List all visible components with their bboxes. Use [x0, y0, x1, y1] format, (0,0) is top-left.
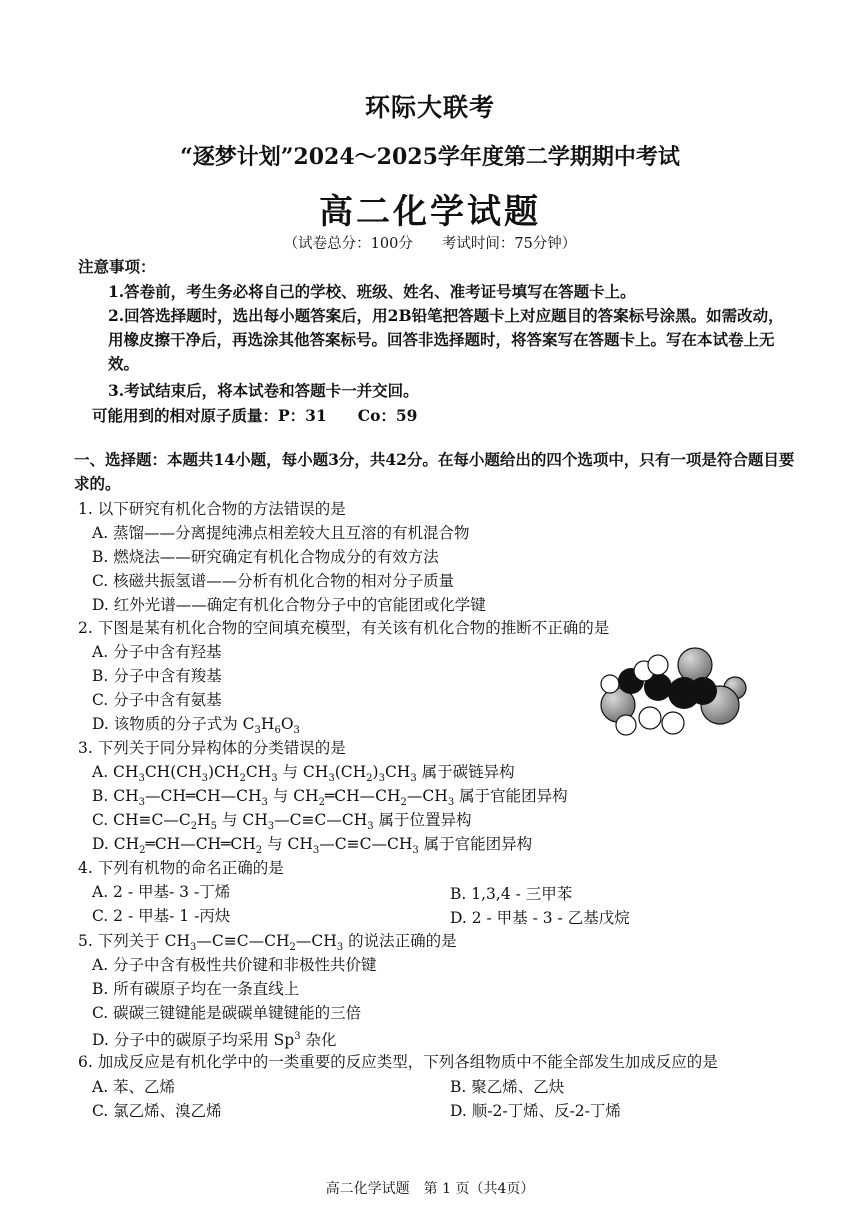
atomic-mass: 可能用到的相对原子质量：P：31 Co：59 [92, 406, 418, 425]
q4-option-c: C. 2 - 甲基- 1 -丙炔 [92, 907, 231, 925]
q5-stem: 5. 下列关于 $CH_3—C\equiv C—CH_2—CH_3$ 的说法正确的是 [78, 932, 457, 954]
q5-option-d: D. 分子中的碳原子均采用 Sp$^3$ 杂化 [92, 1031, 337, 1050]
section-heading: 一、选择题：本题共14小题，每小题3分，共42分。在每小题给出的四个选项中，只有一项是符合题目要求的。 [74, 450, 795, 493]
q6-option-d: D. 顺-2-丁烯、反-2-丁烯 [450, 1102, 621, 1120]
q5-option-c: C. 碳碳三键键能是碳碳单键键能的三倍 [92, 1004, 362, 1022]
q1-option-a: A. 蒸馏——分离提纯沸点相差较大且互溶的有机混合物 [92, 524, 470, 542]
q3-option-a: A. $CH_3CH(CH_3)CH_2CH_3$ 与 $CH_3(CH_2)_3CH_3$ 属于碳链异构 [92, 763, 515, 785]
q3-stem: 3. 下列关于同分异构体的分类错误的是 [78, 739, 346, 757]
note-item-1: 1.答卷前，考生务必将自己的学校、班级、姓名、准考证号填写在答题卡上。 [108, 282, 636, 301]
q2-stem: 2. 下图是某有机化合物的空间填充模型，有关该有机化合物的推断不正确的是 [78, 619, 610, 637]
note-item-2: 2.回答选择题时，选出每小题答案后，用2B铅笔把答题卡上对应题目的答案标号涂黑。如需改动，用橡皮擦干净后，再选涂其他答案标号。回答非选择题时，将答案写在答题卡上。写在本试卷上无效。 [108, 306, 784, 373]
q3-option-b: B. $CH_3—CH═CH—CH_3$ 与 $CH_2═CH—CH_2—CH_3$ 属于官能团异构 [92, 787, 568, 809]
q4-option-d: D. 2 - 甲基 - 3 - 乙基戊烷 [450, 909, 630, 927]
q2-option-d: D. 该物质的分子式为 $C_3H_6O_3$ [92, 715, 300, 737]
q5-option-a: A. 分子中含有极性共价键和非极性共价键 [92, 956, 377, 974]
q1-stem: 1. 以下研究有机化合物的方法错误的是 [78, 500, 346, 518]
q4-option-b: B. 1,3,4 - 三甲苯 [450, 885, 573, 903]
q2-option-b: B. 分子中含有羧基 [92, 667, 222, 685]
q5-option-b: B. 所有碳原子均在一条直线上 [92, 980, 300, 998]
q6-option-b: B. 聚乙烯、乙炔 [450, 1078, 565, 1096]
q1-option-d: D. 红外光谱——确定有机化合物分子中的官能团或化学键 [92, 596, 486, 614]
q3-option-d: D. $CH_2═CH—CH═CH_2$ 与 $CH_3—C\equiv C—CH_3$ 属于官能团异构 [92, 835, 533, 857]
exam-title: “逐梦计划”2024～2025学年度第二学期期中考试 [180, 144, 680, 170]
notes-title: 注意事项： [78, 257, 156, 276]
q2-option-a: A. 分子中含有羟基 [92, 643, 222, 661]
q4-option-a: A. 2 - 甲基- 3 -丁烯 [92, 883, 231, 901]
q1-option-c: C. 核磁共振氢谱——分析有机化合物的相对分子质量 [92, 572, 455, 590]
space-filling-model-image [598, 643, 758, 743]
q6-option-c: C. 氯乙烯、溴乙烯 [92, 1102, 222, 1120]
q3-option-c: C. $CH\equiv C—C_2H_5$ 与 $CH_3—C\equiv C—CH_3$ 属于位置异构 [92, 811, 472, 833]
exam-meta: （试卷总分：100分 考试时间：75分钟） [283, 236, 577, 252]
q4-stem: 4. 下列有机物的命名正确的是 [78, 859, 284, 877]
q6-option-a: A. 苯、乙烯 [92, 1078, 176, 1096]
q6-stem: 6. 加成反应是有机化学中的一类重要的反应类型，下列各组物质中不能全部发生加成反应的是 [78, 1053, 718, 1071]
exam-organizer: 环际大联考 [364, 93, 495, 122]
page-footer: 高二化学试题 第 1 页（共4页） [325, 1181, 535, 1197]
subject-title: 高二化学试题 [319, 192, 541, 232]
note-item-3: 3.考试结束后，将本试卷和答题卡一并交回。 [108, 381, 419, 400]
q2-option-c: C. 分子中含有氨基 [92, 691, 222, 709]
q1-option-b: B. 燃烧法——研究确定有机化合物成分的有效方法 [92, 548, 439, 566]
